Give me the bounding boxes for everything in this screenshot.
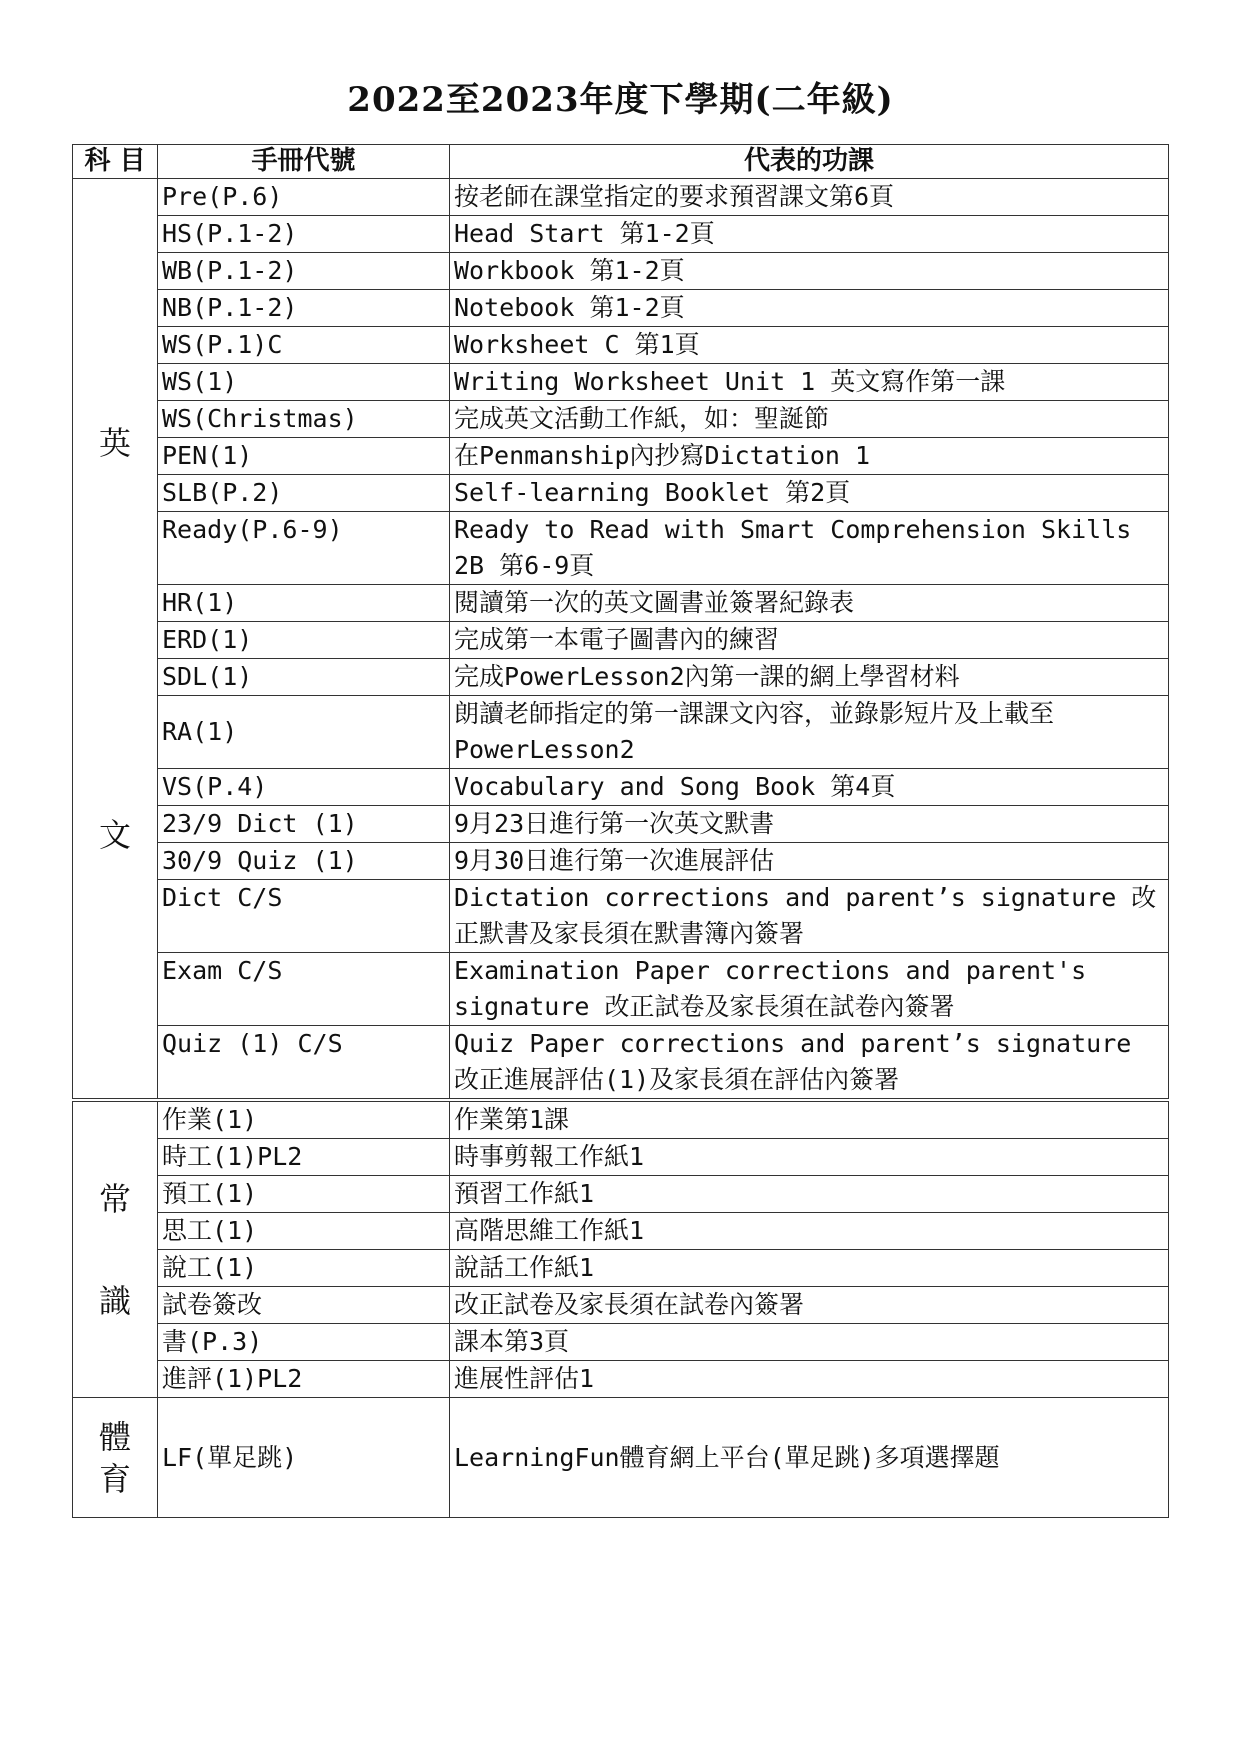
table-row: [73, 1100, 1169, 1139]
desc-cell: 預習工作紙1: [450, 1176, 1169, 1213]
desc-cell: Self-learning Booklet 第2頁: [450, 475, 1169, 512]
desc-cell: 高階思維工作紙1: [450, 1213, 1169, 1250]
table-row: [73, 512, 1169, 585]
code-cell: WS(P.1)C: [158, 327, 450, 364]
table-row: [73, 843, 1169, 880]
desc-cell: Dictation corrections and parent’s signature 改正默書及家長須在默書簿內簽署: [450, 880, 1169, 953]
code-cell: SLB(P.2): [158, 475, 450, 512]
desc-cell: Examination Paper corrections and parent's signature 改正試卷及家長須在試卷內簽署: [450, 953, 1169, 1026]
code-cell: WS(Christmas): [158, 401, 450, 438]
code-cell: RA(1): [158, 696, 450, 769]
table-row: [73, 880, 1169, 953]
code-cell: WB(P.1-2): [158, 253, 450, 290]
desc-cell: 按老師在課堂指定的要求預習課文第6頁: [450, 179, 1169, 216]
table-row: [73, 696, 1169, 769]
desc-cell: Workbook 第1-2頁: [450, 253, 1169, 290]
table-row: [73, 953, 1169, 1026]
code-cell: 說工(1): [158, 1250, 450, 1287]
desc-cell: 作業第1課: [450, 1100, 1169, 1139]
desc-cell: Worksheet C 第1頁: [450, 327, 1169, 364]
table-row: [73, 769, 1169, 806]
desc-cell: 完成PowerLesson2內第一課的網上學習材料: [450, 659, 1169, 696]
table-row: [73, 1026, 1169, 1101]
subject-pe: 體 育: [73, 1398, 158, 1518]
homework-code-table: [72, 144, 1169, 1518]
code-cell: 預工(1): [158, 1176, 450, 1213]
desc-cell: Notebook 第1-2頁: [450, 290, 1169, 327]
header-homework: 代表的功課: [450, 145, 1169, 179]
table-row: [73, 1398, 1169, 1518]
page-title: 2022至2023年度下學期(二年級): [347, 80, 894, 120]
desc-cell: LearningFun體育網上平台(單足跳)多項選擇題: [450, 1398, 1169, 1518]
desc-cell: 進展性評估1: [450, 1361, 1169, 1398]
table-row: [73, 1324, 1169, 1361]
code-cell: 作業(1): [158, 1100, 450, 1139]
table-row: [73, 659, 1169, 696]
desc-cell: 改正試卷及家長須在試卷內簽署: [450, 1287, 1169, 1324]
table-row: [73, 622, 1169, 659]
code-cell: 書(P.3): [158, 1324, 450, 1361]
desc-cell: Quiz Paper corrections and parent’s signature 改正進展評估(1)及家長須在評估內簽署: [450, 1026, 1169, 1101]
subject-general-studies: 常 識: [73, 1100, 158, 1398]
code-cell: Exam C/S: [158, 953, 450, 1026]
code-cell: HR(1): [158, 585, 450, 622]
desc-cell: 完成第一本電子圖書內的練習: [450, 622, 1169, 659]
desc-cell: 閱讀第一次的英文圖書並簽署紀錄表: [450, 585, 1169, 622]
desc-cell: Writing Worksheet Unit 1 英文寫作第一課: [450, 364, 1169, 401]
desc-cell: Vocabulary and Song Book 第4頁: [450, 769, 1169, 806]
table-row: [73, 438, 1169, 475]
code-cell: Dict C/S: [158, 880, 450, 953]
table-row: [73, 253, 1169, 290]
table-row: [73, 364, 1169, 401]
code-cell: Pre(P.6): [158, 179, 450, 216]
code-cell: 時工(1)PL2: [158, 1139, 450, 1176]
code-cell: 進評(1)PL2: [158, 1361, 450, 1398]
subject-english: 英 文: [73, 179, 158, 1101]
desc-cell: 課本第3頁: [450, 1324, 1169, 1361]
desc-cell: 完成英文活動工作紙，如：聖誕節: [450, 401, 1169, 438]
code-cell: SDL(1): [158, 659, 450, 696]
table-row: [73, 401, 1169, 438]
code-cell: HS(P.1-2): [158, 216, 450, 253]
code-cell: 30/9 Quiz (1): [158, 843, 450, 880]
code-cell: NB(P.1-2): [158, 290, 450, 327]
code-cell: 試卷簽改: [158, 1287, 450, 1324]
desc-cell: 9月23日進行第一次英文默書: [450, 806, 1169, 843]
table-row: [73, 290, 1169, 327]
code-cell: LF(單足跳): [158, 1398, 450, 1518]
table-row: [73, 1361, 1169, 1398]
code-cell: WS(1): [158, 364, 450, 401]
table-row: [73, 327, 1169, 364]
code-cell: VS(P.4): [158, 769, 450, 806]
table-row: [73, 179, 1169, 216]
table-header-row: [73, 145, 1169, 179]
desc-cell: 朗讀老師指定的第一課課文內容，並錄影短片及上載至PowerLesson2: [450, 696, 1169, 769]
code-cell: 思工(1): [158, 1213, 450, 1250]
code-cell: Quiz (1) C/S: [158, 1026, 450, 1101]
table-row: [73, 1139, 1169, 1176]
header-subject: 科 目: [73, 145, 158, 179]
desc-cell: Ready to Read with Smart Comprehension Skills 2B 第6-9頁: [450, 512, 1169, 585]
table-row: [73, 1250, 1169, 1287]
table-row: [73, 216, 1169, 253]
table-row: [73, 475, 1169, 512]
table-row: [73, 806, 1169, 843]
code-cell: PEN(1): [158, 438, 450, 475]
code-cell: ERD(1): [158, 622, 450, 659]
desc-cell: Head Start 第1-2頁: [450, 216, 1169, 253]
code-cell: Ready(P.6-9): [158, 512, 450, 585]
code-cell: 23/9 Dict (1): [158, 806, 450, 843]
table-row: [73, 585, 1169, 622]
desc-cell: 時事剪報工作紙1: [450, 1139, 1169, 1176]
header-code: 手冊代號: [158, 145, 450, 179]
desc-cell: 說話工作紙1: [450, 1250, 1169, 1287]
table-row: [73, 1287, 1169, 1324]
desc-cell: 9月30日進行第一次進展評估: [450, 843, 1169, 880]
table-row: [73, 1176, 1169, 1213]
desc-cell: 在Penmanship內抄寫Dictation 1: [450, 438, 1169, 475]
table-row: [73, 1213, 1169, 1250]
